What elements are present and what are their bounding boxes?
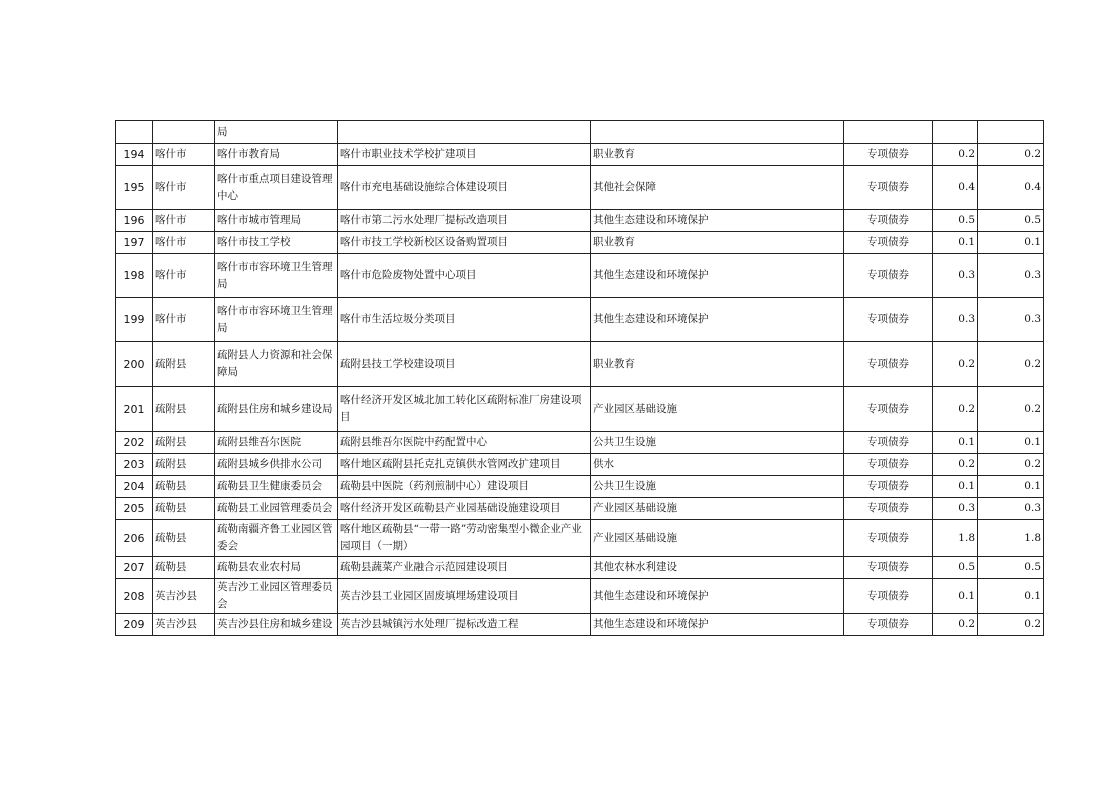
table-row <box>116 144 1044 166</box>
amount-total-cell: 0.1 <box>978 476 1044 498</box>
unit-cell: 疏附县维吾尔医院 <box>215 432 338 454</box>
amount-cell <box>933 121 978 144</box>
bond-type-cell: 专项债券 <box>844 579 933 614</box>
row-number: 201 <box>116 387 153 432</box>
project-name-cell: 喀什地区疏附县托克扎克镇供水管网改扩建项目 <box>338 454 591 476</box>
table-row <box>116 298 1044 342</box>
region-cell: 喀什市 <box>153 144 215 166</box>
table-row <box>116 498 1044 520</box>
bond-type-cell: 专项债券 <box>844 342 933 387</box>
region-cell: 疏附县 <box>153 387 215 432</box>
area-cell: 公共卫生设施 <box>591 432 844 454</box>
bond-type-cell: 专项债券 <box>844 476 933 498</box>
amount-cell: 0.1 <box>933 232 978 254</box>
region-cell: 疏勒县 <box>153 520 215 557</box>
amount-total-cell: 0.2 <box>978 342 1044 387</box>
row-number: 205 <box>116 498 153 520</box>
project-name-cell: 喀什市危险废物处置中心项目 <box>338 254 591 298</box>
row-number: 199 <box>116 298 153 342</box>
region-cell: 英吉沙县 <box>153 614 215 636</box>
region-cell: 喀什市 <box>153 298 215 342</box>
project-name-cell: 疏勒县蔬菜产业融合示范园建设项目 <box>338 557 591 579</box>
bond-type-cell: 专项债券 <box>844 432 933 454</box>
area-cell: 其他生态建设和环境保护 <box>591 298 844 342</box>
table-row <box>116 166 1044 210</box>
amount-cell: 0.2 <box>933 454 978 476</box>
table-row <box>116 232 1044 254</box>
area-cell: 产业园区基础设施 <box>591 387 844 432</box>
project-name-cell: 疏勒县中医院（药剂煎制中心）建设项目 <box>338 476 591 498</box>
unit-cell: 喀什市重点项目建设管理中心 <box>215 166 338 210</box>
amount-cell: 0.5 <box>933 210 978 232</box>
project-name-cell <box>338 121 591 144</box>
area-cell: 产业园区基础设施 <box>591 520 844 557</box>
unit-cell: 局 <box>215 121 338 144</box>
row-number: 208 <box>116 579 153 614</box>
unit-cell: 喀什市城市管理局 <box>215 210 338 232</box>
project-name-cell: 喀什市第二污水处理厂提标改造项目 <box>338 210 591 232</box>
debt-project-table <box>115 120 1044 636</box>
region-cell: 喀什市 <box>153 232 215 254</box>
unit-cell: 疏勒县工业园管理委员会 <box>215 498 338 520</box>
amount-total-cell: 0.3 <box>978 254 1044 298</box>
table-row <box>116 254 1044 298</box>
unit-cell: 喀什市市容环境卫生管理局 <box>215 298 338 342</box>
table-row <box>116 342 1044 387</box>
bond-type-cell <box>844 121 933 144</box>
area-cell: 其他生态建设和环境保护 <box>591 614 844 636</box>
amount-cell: 0.2 <box>933 144 978 166</box>
amount-total-cell: 1.8 <box>978 520 1044 557</box>
area-cell: 其他生态建设和环境保护 <box>591 579 844 614</box>
table-row <box>116 454 1044 476</box>
row-number: 207 <box>116 557 153 579</box>
project-name-cell: 喀什市充电基础设施综合体建设项目 <box>338 166 591 210</box>
amount-cell: 0.3 <box>933 254 978 298</box>
table-row <box>116 520 1044 557</box>
project-name-cell: 喀什市技工学校新校区设备购置项目 <box>338 232 591 254</box>
row-number: 194 <box>116 144 153 166</box>
region-cell: 疏附县 <box>153 342 215 387</box>
region-cell: 英吉沙县 <box>153 579 215 614</box>
table-row <box>116 579 1044 614</box>
project-name-cell: 喀什经济开发区疏勒县产业园基础设施建设项目 <box>338 498 591 520</box>
table-row <box>116 387 1044 432</box>
table-row <box>116 614 1044 636</box>
row-number: 196 <box>116 210 153 232</box>
table-body <box>116 121 1044 636</box>
bond-type-cell: 专项债券 <box>844 454 933 476</box>
project-name-cell: 疏附县维吾尔医院中药配置中心 <box>338 432 591 454</box>
amount-cell: 0.4 <box>933 166 978 210</box>
unit-cell: 喀什市技工学校 <box>215 232 338 254</box>
table-row <box>116 557 1044 579</box>
bond-type-cell: 专项债券 <box>844 232 933 254</box>
unit-cell: 喀什市市容环境卫生管理局 <box>215 254 338 298</box>
bond-type-cell: 专项债券 <box>844 254 933 298</box>
row-number: 202 <box>116 432 153 454</box>
row-number: 200 <box>116 342 153 387</box>
amount-cell: 0.2 <box>933 342 978 387</box>
area-cell: 其他生态建设和环境保护 <box>591 210 844 232</box>
area-cell: 产业园区基础设施 <box>591 498 844 520</box>
unit-cell: 疏附县人力资源和社会保障局 <box>215 342 338 387</box>
amount-cell: 0.3 <box>933 298 978 342</box>
amount-total-cell: 0.2 <box>978 614 1044 636</box>
amount-total-cell: 0.5 <box>978 557 1044 579</box>
row-number: 209 <box>116 614 153 636</box>
amount-total-cell: 0.4 <box>978 166 1044 210</box>
project-name-cell: 喀什地区疏勒县“一带一路”劳动密集型小微企业产业园项目（一期） <box>338 520 591 557</box>
area-cell: 其他生态建设和环境保护 <box>591 254 844 298</box>
amount-cell: 0.2 <box>933 614 978 636</box>
amount-cell: 0.1 <box>933 432 978 454</box>
unit-cell: 疏勒南疆齐鲁工业园区管委会 <box>215 520 338 557</box>
unit-cell: 疏附县住房和城乡建设局 <box>215 387 338 432</box>
amount-total-cell: 0.3 <box>978 498 1044 520</box>
table-row <box>116 121 1044 144</box>
project-name-cell: 喀什市生活垃圾分类项目 <box>338 298 591 342</box>
amount-cell: 0.1 <box>933 579 978 614</box>
bond-type-cell: 专项债券 <box>844 166 933 210</box>
row-number: 197 <box>116 232 153 254</box>
table-row <box>116 210 1044 232</box>
amount-cell: 0.3 <box>933 498 978 520</box>
region-cell <box>153 121 215 144</box>
unit-cell: 英吉沙工业园区管理委员会 <box>215 579 338 614</box>
amount-cell: 1.8 <box>933 520 978 557</box>
amount-total-cell: 0.2 <box>978 387 1044 432</box>
amount-cell: 0.1 <box>933 476 978 498</box>
region-cell: 喀什市 <box>153 166 215 210</box>
unit-cell: 疏附县城乡供排水公司 <box>215 454 338 476</box>
unit-cell: 喀什市教育局 <box>215 144 338 166</box>
project-name-cell: 英吉沙县工业园区固废填埋场建设项目 <box>338 579 591 614</box>
region-cell: 疏勒县 <box>153 557 215 579</box>
bond-type-cell: 专项债券 <box>844 498 933 520</box>
project-name-cell: 喀什经济开发区城北加工转化区疏附标准厂房建设项目 <box>338 387 591 432</box>
unit-cell: 疏勒县农业农村局 <box>215 557 338 579</box>
project-name-cell: 疏附县技工学校建设项目 <box>338 342 591 387</box>
amount-total-cell: 0.2 <box>978 454 1044 476</box>
amount-total-cell: 0.1 <box>978 579 1044 614</box>
region-cell: 喀什市 <box>153 210 215 232</box>
amount-total-cell: 0.5 <box>978 210 1044 232</box>
table-row <box>116 432 1044 454</box>
area-cell: 其他农林水利建设 <box>591 557 844 579</box>
amount-total-cell <box>978 121 1044 144</box>
row-number: 206 <box>116 520 153 557</box>
region-cell: 喀什市 <box>153 254 215 298</box>
unit-cell: 英吉沙县住房和城乡建设 <box>215 614 338 636</box>
table-row <box>116 476 1044 498</box>
amount-total-cell: 0.3 <box>978 298 1044 342</box>
area-cell: 职业教育 <box>591 232 844 254</box>
region-cell: 疏勒县 <box>153 498 215 520</box>
bond-type-cell: 专项债券 <box>844 614 933 636</box>
bond-type-cell: 专项债券 <box>844 387 933 432</box>
row-number <box>116 121 153 144</box>
amount-total-cell: 0.2 <box>978 144 1044 166</box>
area-cell: 职业教育 <box>591 342 844 387</box>
region-cell: 疏附县 <box>153 432 215 454</box>
area-cell: 职业教育 <box>591 144 844 166</box>
row-number: 198 <box>116 254 153 298</box>
amount-cell: 0.5 <box>933 557 978 579</box>
bond-type-cell: 专项债券 <box>844 210 933 232</box>
bond-type-cell: 专项债券 <box>844 520 933 557</box>
area-cell: 供水 <box>591 454 844 476</box>
bond-type-cell: 专项债券 <box>844 557 933 579</box>
unit-cell: 疏勒县卫生健康委员会 <box>215 476 338 498</box>
row-number: 203 <box>116 454 153 476</box>
amount-total-cell: 0.1 <box>978 432 1044 454</box>
region-cell: 疏附县 <box>153 454 215 476</box>
amount-total-cell: 0.1 <box>978 232 1044 254</box>
area-cell <box>591 121 844 144</box>
project-name-cell: 喀什市职业技术学校扩建项目 <box>338 144 591 166</box>
bond-type-cell: 专项债券 <box>844 144 933 166</box>
amount-cell: 0.2 <box>933 387 978 432</box>
row-number: 195 <box>116 166 153 210</box>
region-cell: 疏勒县 <box>153 476 215 498</box>
bond-type-cell: 专项债券 <box>844 298 933 342</box>
project-name-cell: 英吉沙县城镇污水处理厂提标改造工程 <box>338 614 591 636</box>
row-number: 204 <box>116 476 153 498</box>
area-cell: 其他社会保障 <box>591 166 844 210</box>
area-cell: 公共卫生设施 <box>591 476 844 498</box>
